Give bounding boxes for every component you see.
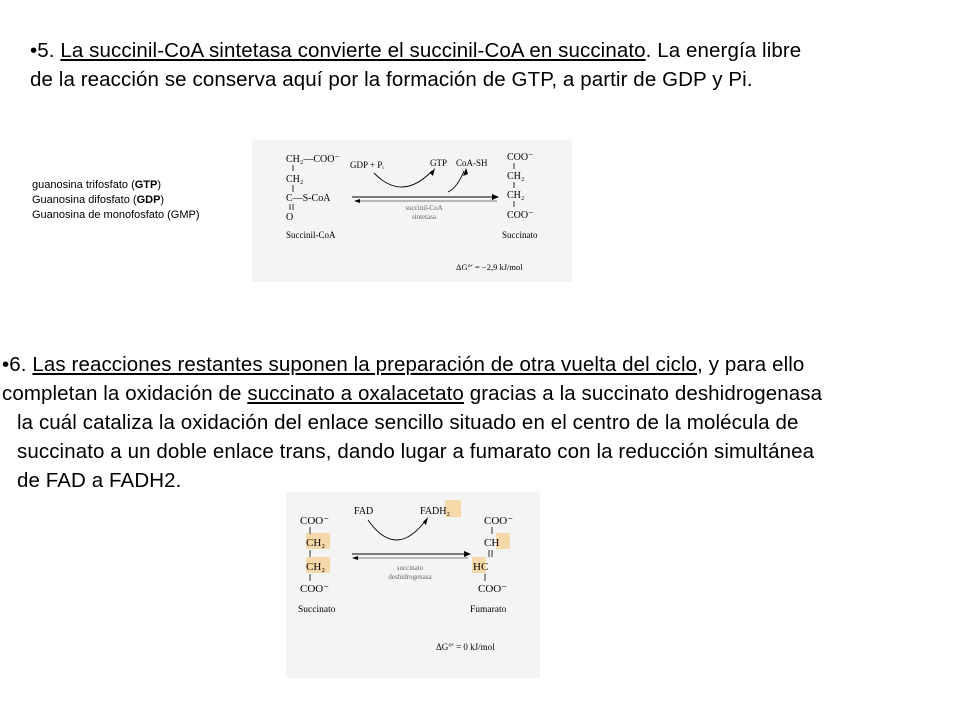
section-5-rest: . La energía libre [645, 39, 802, 62]
r1-enzyme-line1: succinil-CoA [405, 204, 443, 212]
r2-left-coo-top: COO⁻ [300, 515, 330, 527]
nucleotide-legend [32, 178, 200, 223]
r2-right-name: Fumarato [470, 605, 507, 615]
legend-gdp: Guanosina difosfato (GDP) [32, 194, 165, 206]
r1-out-coash: CoA-SH [456, 158, 488, 168]
r1-cofactor-curve [374, 171, 432, 187]
r1-right-name: Succinato [502, 230, 538, 240]
section-6-line4: succinato a un doble enlace trans, dando lugar a fumarato con la reducción simultánea [17, 440, 815, 463]
r2-enzyme-line2: deshidrogenasa [388, 573, 432, 581]
r1-enzyme-line2: sintetasa [411, 213, 437, 221]
r1-in-cofactors: GDP + Pᵢ [350, 160, 384, 170]
succinate-dehydrogenase-reaction [286, 492, 540, 678]
section-6-paragraph [2, 350, 958, 495]
reaction-2-diagram [286, 492, 540, 678]
section-5-underlined: La succinil-CoA sintetasa convierte el succinil-CoA en succinato [60, 39, 646, 62]
r1-left-name: Succinil-CoA [286, 230, 336, 240]
r2-left-coo-bottom: COO⁻ [300, 583, 330, 595]
r1-right-ch2a: CH₂ [507, 171, 525, 182]
r1-left-top: CH₂—COO⁻ [286, 154, 340, 165]
section-5-line2: de la reacción se conserva aquí por la formación de GTP, a partir de GDP y Pi. [30, 68, 753, 91]
r2-right-coo-top: COO⁻ [484, 515, 514, 527]
r1-out-gtp: GTP [430, 158, 448, 168]
section-6-line2: completan la oxidación de succinato a oxalacetato gracias a la succinato deshidrogenasa [2, 382, 823, 405]
section-6-line5: de FAD a FADH2. [17, 469, 182, 492]
section-6-underlined-2: succinato a oxalacetato [247, 382, 464, 405]
section-5-paragraph [30, 36, 955, 94]
r2-in-cofactor: FAD [354, 506, 374, 517]
r2-right-ch: CH [484, 537, 500, 549]
r1-left-cs: C—S-CoA [286, 193, 331, 204]
r1-left-o: O [286, 212, 294, 223]
section-6-line3: la cuál cataliza la oxidación del enlace sencillo situado en el centro de la molécula de [17, 411, 799, 434]
r2-left-ch2a: CH₂ [306, 537, 326, 549]
r2-out-cofactor: FADH₂ [420, 506, 450, 517]
reaction-1-diagram [252, 140, 572, 282]
r1-right-coo-top: COO⁻ [507, 152, 534, 163]
r2-right-coo-bottom: COO⁻ [478, 583, 508, 595]
r2-delta-g: ΔG°′ = 0 kJ/mol [436, 642, 495, 652]
legend-gtp: guanosina trifosfato (GTP) [32, 179, 162, 191]
r2-enzyme-line1: succinato [396, 564, 424, 572]
r2-left-ch2b: CH₂ [306, 561, 326, 573]
r1-right-coo-bottom: COO⁻ [507, 210, 534, 221]
succinyl-coa-synthetase-reaction [252, 140, 572, 282]
section-5-bullet: •5. [30, 39, 55, 62]
r2-cofactor-curve [368, 520, 426, 540]
r2-right-hc: HC [473, 561, 489, 573]
legend-gmp: Guanosina de monofosfato (GMP) [32, 209, 200, 221]
r2-left-name: Succinato [298, 605, 336, 615]
r1-right-ch2b: CH₂ [507, 190, 525, 201]
section-6-underlined-1: Las reacciones restantes suponen la preparación de otra vuelta del ciclo [32, 353, 698, 376]
r1-left-ch2: CH₂ [286, 174, 304, 185]
r1-delta-g: ΔG°′ = −2,9 kJ/mol [456, 262, 523, 272]
section-6-line1: •6. Las reacciones restantes suponen la preparación de otra vuelta del ciclo, y para ello [2, 353, 805, 376]
